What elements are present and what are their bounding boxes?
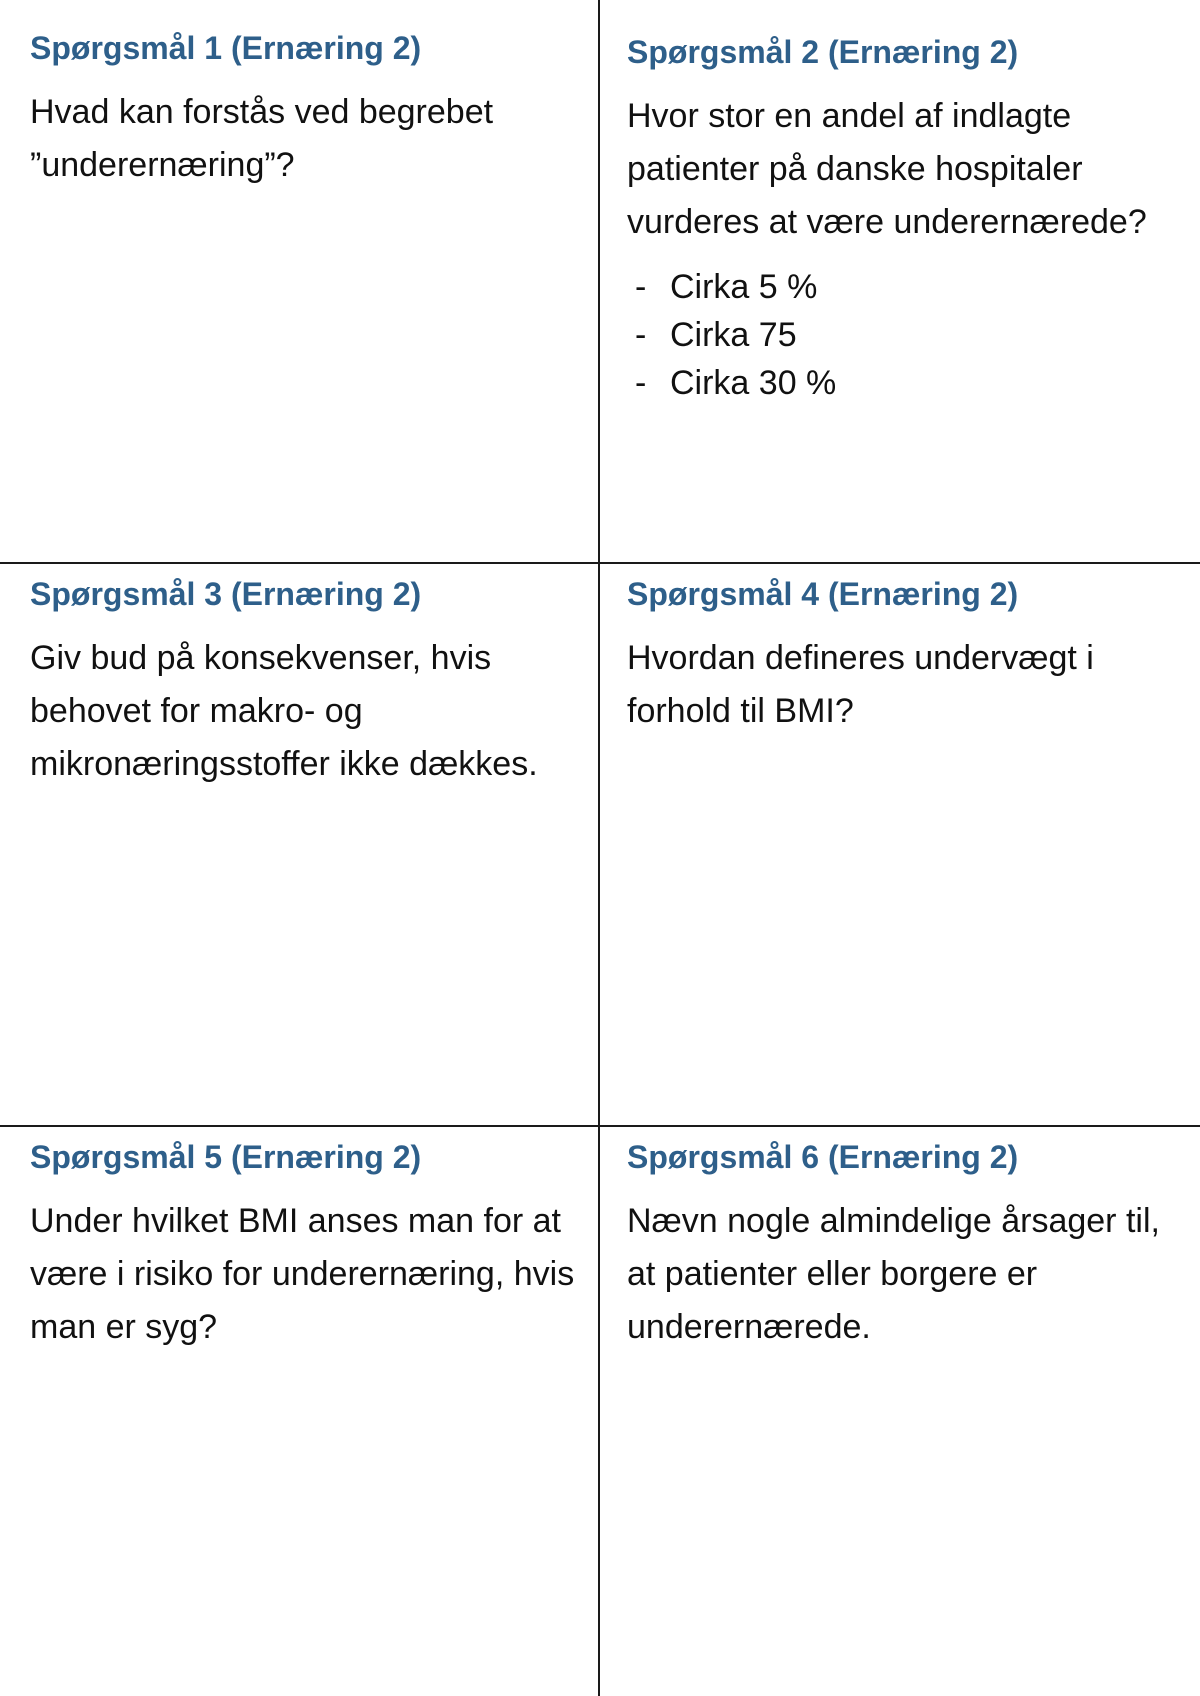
horizontal-divider-1	[0, 562, 1200, 564]
question-text: Nævn nogle almindelige årsager til, at patienter eller borgere er underernærede.	[627, 1202, 1160, 1346]
question-text: Giv bud på konsekvenser, hvis behovet for makro- og mikronæringsstoffer ikke dækkes.	[30, 639, 538, 783]
question-card-5	[30, 1133, 580, 1354]
dash-bullet: -	[635, 316, 647, 354]
answer-option	[627, 359, 1187, 407]
dash-bullet: -	[635, 364, 647, 402]
dash-bullet: -	[635, 268, 647, 306]
question-card-4	[627, 570, 1187, 738]
answer-option-label: Cirka 30 %	[670, 364, 837, 402]
question-title: Spørgsmål 6 (Ernæring 2)	[627, 1139, 1019, 1175]
answer-option	[627, 311, 1187, 359]
question-card-6	[627, 1133, 1187, 1354]
answer-option-label: Cirka 5 %	[670, 268, 818, 306]
question-title: Spørgsmål 5 (Ernæring 2)	[30, 1139, 422, 1175]
question-text: Hvordan defineres undervægt i forhold til BMI?	[627, 639, 1094, 730]
question-text: Hvad kan forstås ved begrebet ”underernæring”?	[30, 93, 494, 184]
question-title: Spørgsmål 4 (Ernæring 2)	[627, 576, 1019, 612]
question-card-1	[30, 24, 580, 192]
question-card-3	[30, 570, 580, 791]
horizontal-divider-2	[0, 1125, 1200, 1127]
answer-options-list	[627, 263, 1187, 407]
answer-option-label: Cirka 75	[670, 316, 797, 354]
question-title: Spørgsmål 3 (Ernæring 2)	[30, 576, 422, 612]
question-text: Under hvilket BMI anses man for at være i risiko for underernæring, hvis man er syg?	[30, 1202, 575, 1346]
answer-option	[627, 263, 1187, 311]
question-card-2	[627, 28, 1187, 407]
question-text: Hvor stor en andel af indlagte patienter på danske hospitaler vurderes at være underernærede?	[627, 97, 1147, 241]
question-title: Spørgsmål 1 (Ernæring 2)	[30, 30, 422, 66]
vertical-divider	[598, 0, 600, 1696]
question-title: Spørgsmål 2 (Ernæring 2)	[627, 34, 1019, 70]
